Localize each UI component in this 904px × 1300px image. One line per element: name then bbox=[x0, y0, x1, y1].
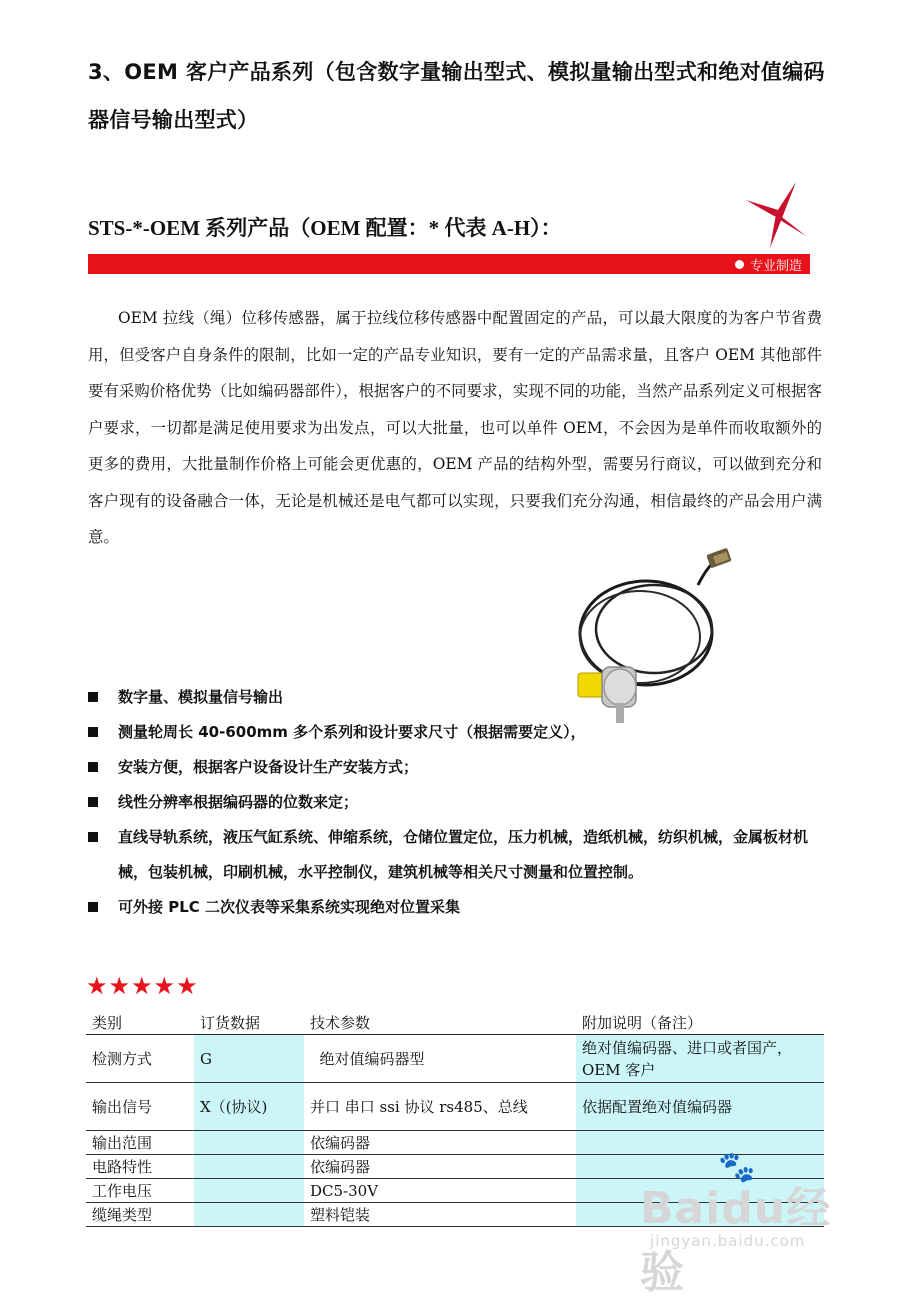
intro-paragraph: OEM 拉线（绳）位移传感器，属于拉线位移传感器中配置固定的产品，可以最大限度的为客户节省费用，但受客户自身条件的限制，比如一定的产品专业知识，要有一定的产品需求量，且客户 OEM 其他部件要有采购价格优势（比如编码器部件），根据客户的不同要求，实现不同的功能，当然产品系列定义可根据客户要求，一切都是满足使用要求为出发点，可以大批量，也可以单件 OEM，不会因为是单件而收取额外的更多的费用，大批量制作价格上可能会更优惠的，OEM 产品的结构外型，需要另行商议，可以做到充分和客户现有的设备融合一体，无论是机械还是电气都可以实现，只要我们充分沟通，相信最终的产品会用户满意。 bbox=[88, 309, 822, 546]
table-cell bbox=[194, 1131, 304, 1155]
table-cell: 依编码器 bbox=[304, 1131, 576, 1155]
table-cell: 塑料铠装 bbox=[304, 1203, 576, 1227]
star-logo bbox=[744, 180, 808, 250]
paw-icon: 🐾 bbox=[718, 1150, 756, 1185]
watermark-brand: Baidu经验 bbox=[640, 1183, 832, 1298]
table-cell: 绝对值编码器、进口或者国产，OEM 客户 bbox=[576, 1035, 824, 1083]
list-item: 可外接 PLC 二次仪表等采集系统实现绝对位置采集 bbox=[88, 890, 823, 925]
baidu-watermark bbox=[640, 1150, 860, 1298]
header-notes: 附加说明（备注） bbox=[576, 1010, 824, 1035]
series-subheading: STS-*-OEM 系列产品（OEM 配置：* 代表 A-H）： bbox=[88, 216, 562, 240]
rating-stars: ★★★★★ bbox=[86, 972, 199, 1000]
table-cell: DC5-30V bbox=[304, 1179, 576, 1203]
table-cell: 输出信号 bbox=[86, 1083, 194, 1131]
bullet-dot-icon bbox=[735, 260, 744, 269]
table-cell: G bbox=[194, 1035, 304, 1083]
table-row bbox=[86, 1035, 824, 1083]
list-item: 线性分辨率根据编码器的位数来定； bbox=[88, 785, 823, 820]
table-cell: 缆绳类型 bbox=[86, 1203, 194, 1227]
section-heading: 3、OEM 客户产品系列（包含数字量输出型式、模拟量输出型式和绝对值编码器信号输出型式） bbox=[88, 60, 825, 132]
table-cell: 依据配置绝对值编码器 bbox=[576, 1083, 824, 1131]
table-cell: 电路特性 bbox=[86, 1155, 194, 1179]
table-cell: 绝对值编码器型 bbox=[304, 1035, 576, 1083]
banner-tag bbox=[735, 255, 802, 274]
list-item: 直线导轨系统，液压气缸系统、伸缩系统，仓储位置定位，压力机械，造纸机械，纺织机械，金属板材机械，包装机械，印刷机械，水平控制仪，建筑机械等相关尺寸测量和位置控制。 bbox=[88, 820, 823, 890]
table-cell: 依编码器 bbox=[304, 1155, 576, 1179]
list-item: 测量轮周长 40-600mm 多个系列和设计要求尺寸（根据需要定义）， bbox=[88, 715, 823, 750]
logo-spike-up bbox=[774, 182, 796, 218]
table-cell: X（(协议) bbox=[194, 1083, 304, 1131]
table-cell: 工作电压 bbox=[86, 1179, 194, 1203]
feature-list bbox=[88, 680, 823, 925]
header-tech-params: 技术参数 bbox=[304, 1010, 576, 1035]
table-cell: 检测方式 bbox=[86, 1035, 194, 1083]
table-cell bbox=[194, 1155, 304, 1179]
header-order-data: 订货数据 bbox=[194, 1010, 304, 1035]
banner-tag-text: 专业制造 bbox=[749, 259, 802, 274]
table-header-row bbox=[86, 1010, 824, 1035]
table-row bbox=[86, 1083, 824, 1131]
logo-spike-left bbox=[746, 200, 778, 216]
header-category: 类别 bbox=[86, 1010, 194, 1035]
table-cell: 输出范围 bbox=[86, 1131, 194, 1155]
list-item: 安装方便，根据客户设备设计生产安装方式； bbox=[88, 750, 823, 785]
watermark-url: jingyan.baidu.com bbox=[650, 1232, 806, 1250]
table-cell bbox=[194, 1179, 304, 1203]
red-banner bbox=[88, 254, 810, 274]
list-item: 数字量、模拟量信号输出 bbox=[88, 680, 823, 715]
table-cell: 并口 串口 ssi 协议 rs485、总线 bbox=[304, 1083, 576, 1131]
table-cell bbox=[194, 1203, 304, 1227]
